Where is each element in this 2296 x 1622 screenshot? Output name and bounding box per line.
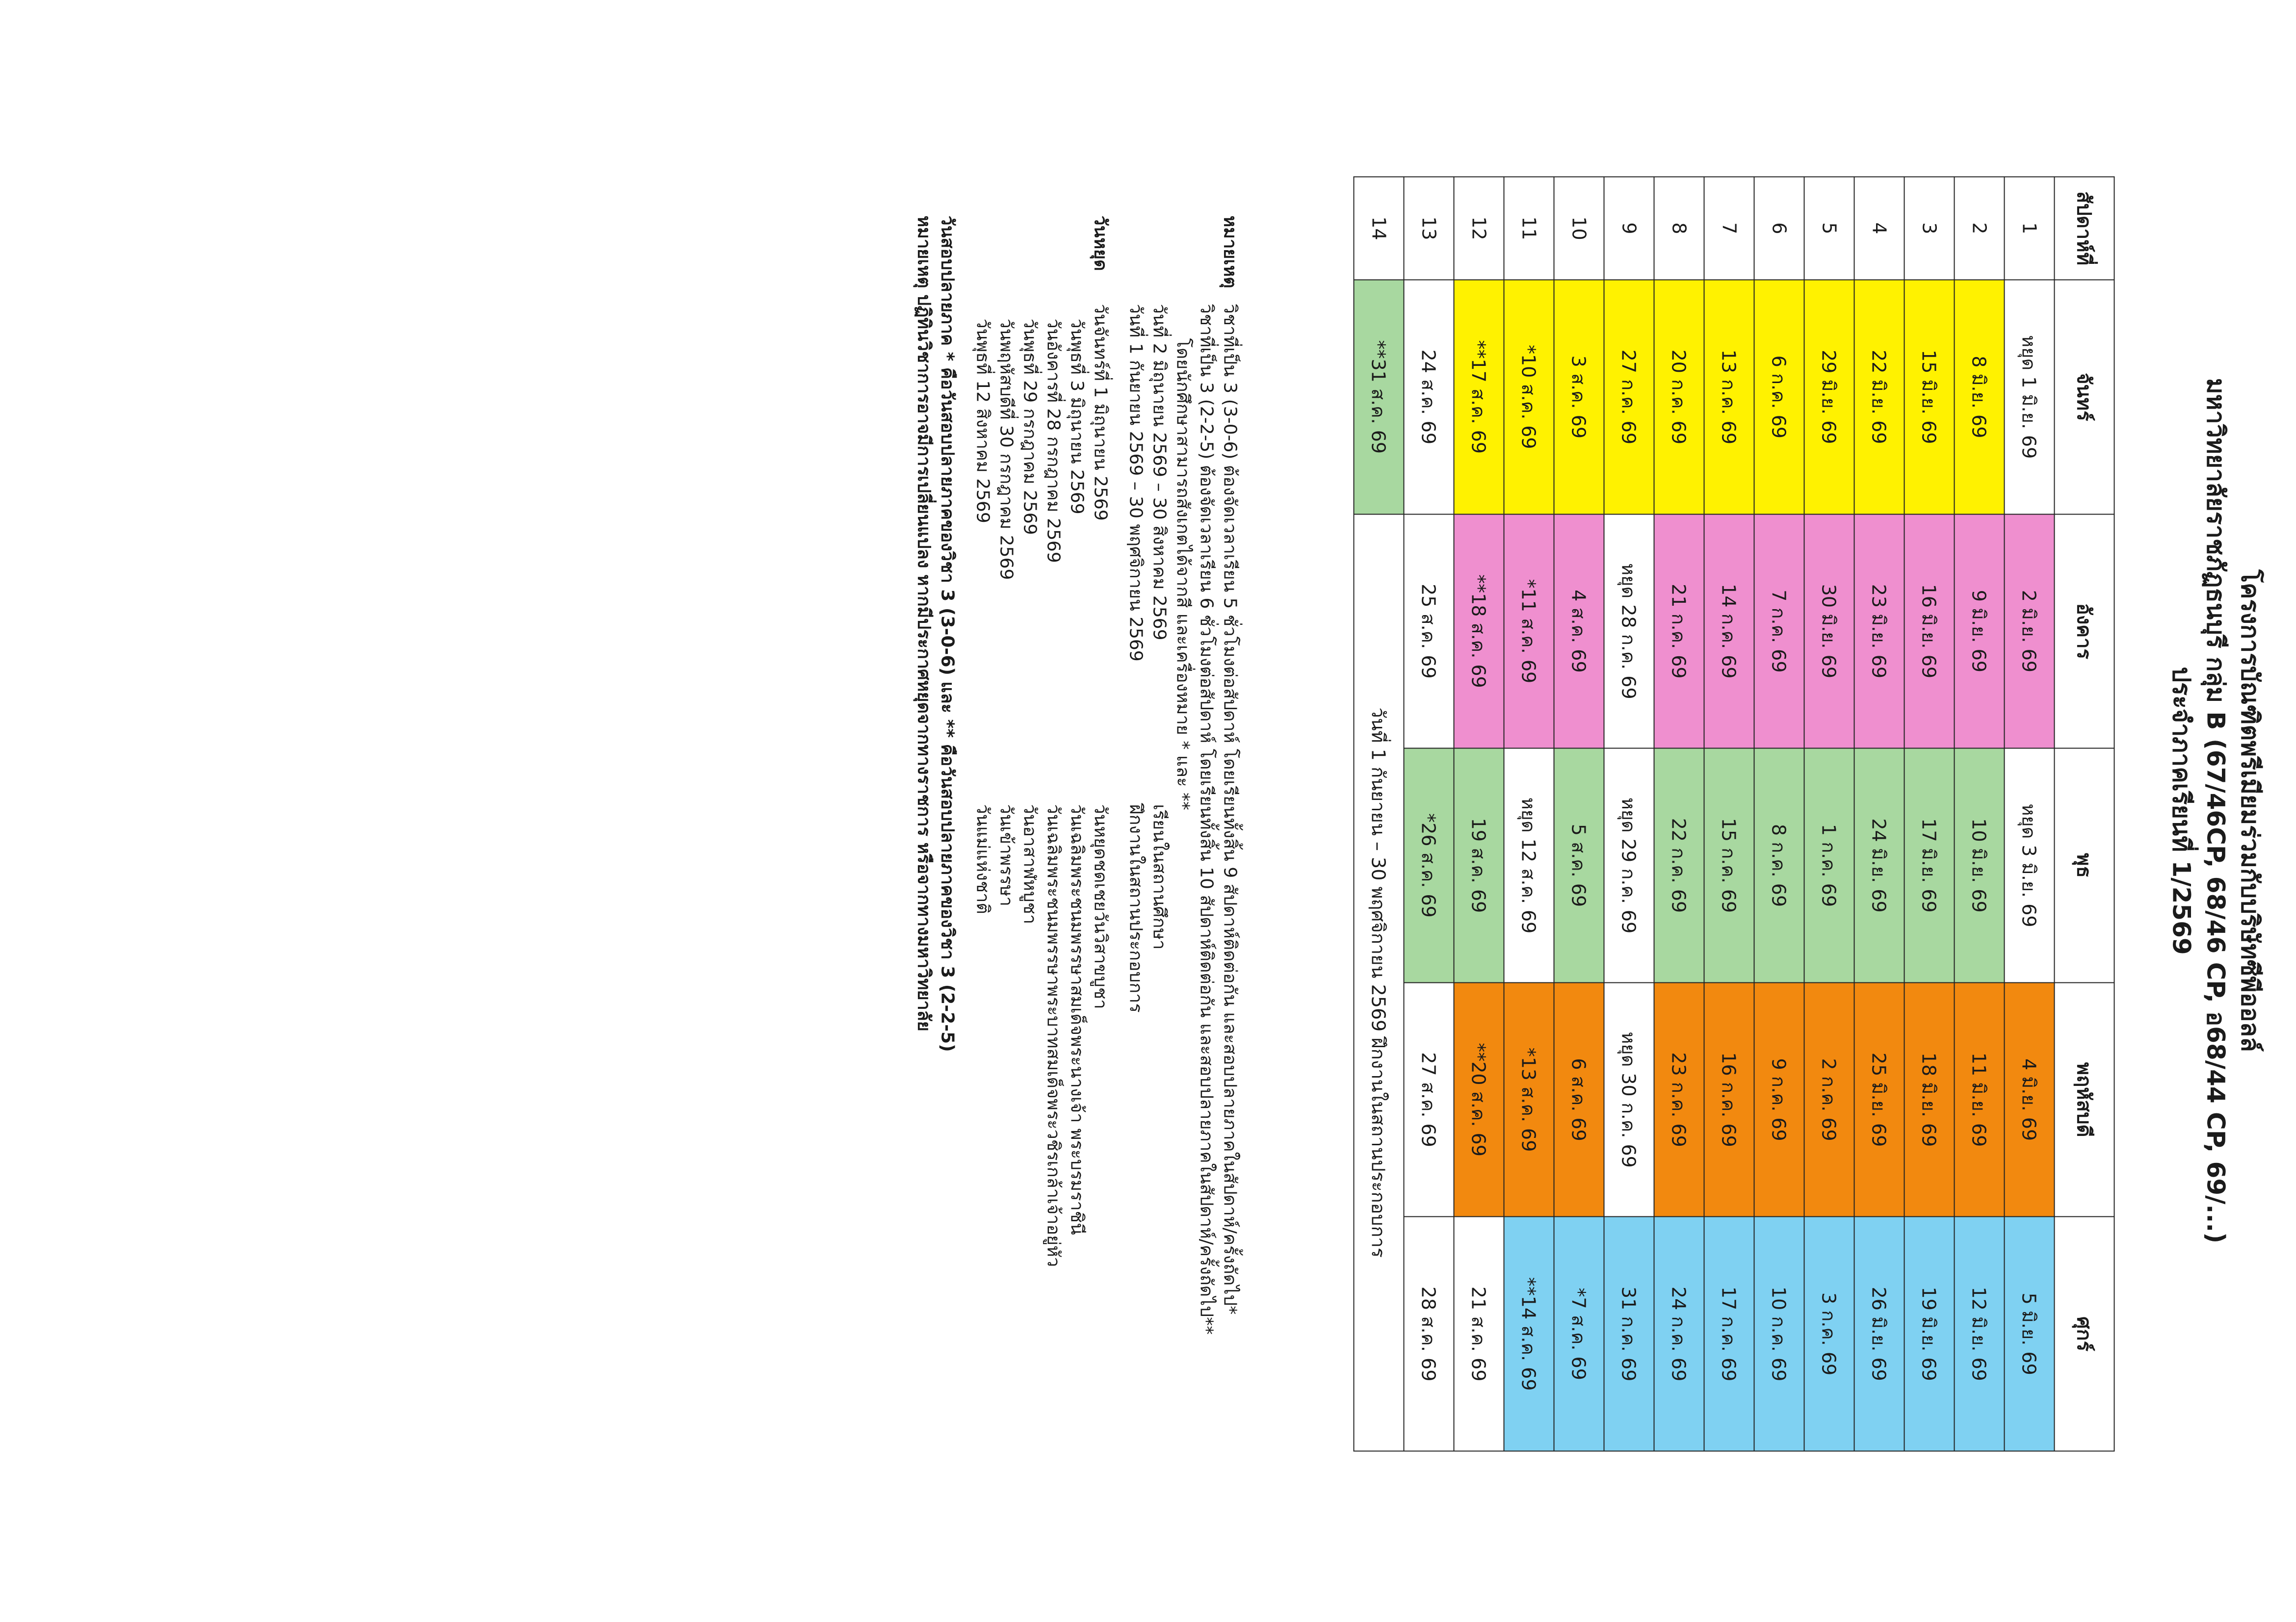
table-row: [1654, 177, 1704, 1451]
cell-thursday: 27 ส.ค. 69: [1404, 982, 1454, 1217]
cell-thursday: 16 ก.ค. 69: [1704, 982, 1754, 1217]
week-number: 6: [1754, 177, 1804, 280]
cell-monday: 3 ส.ค. 69: [1554, 280, 1604, 515]
holiday-date: วันอังคารที่ 28 กรกฎาคม 2569: [1043, 318, 1064, 563]
week-number: 5: [1804, 177, 1854, 280]
cell-thursday: 18 มิ.ย. 69: [1905, 982, 1955, 1217]
holiday-desc: วันหยุดชดเชยวันวิสาขบูชา: [1090, 804, 1111, 1009]
cell-thursday: 11 มิ.ย. 69: [1955, 982, 2005, 1217]
header-monday: จันทร์: [2055, 280, 2114, 515]
cell-friday: 19 มิ.ย. 69: [1905, 1217, 1955, 1451]
cell-thursday: 2 ก.ค. 69: [1804, 982, 1854, 1217]
week-number: 11: [1504, 177, 1554, 280]
cell-wednesday: หยุด 12 ส.ค. 69: [1504, 748, 1554, 983]
cell-tuesday: 14 ก.ค. 69: [1704, 514, 1754, 748]
cell-friday: **14 ส.ค. 69: [1504, 1217, 1554, 1451]
week-number: 12: [1454, 177, 1504, 280]
cell-wednesday: 24 มิ.ย. 69: [1854, 748, 1905, 983]
title-line-1: โครงการบัณฑิตพรีเมียมร่วมกับบริษัทซีพีออลล์: [2236, 569, 2265, 1052]
header-tuesday: อังคาร: [2055, 514, 2114, 748]
table-row: [1454, 177, 1504, 1451]
cell-monday: 20 ก.ค. 69: [1654, 280, 1704, 515]
cell-thursday: 25 มิ.ย. 69: [1854, 982, 1905, 1217]
cell-monday: *10 ส.ค. 69: [1504, 280, 1554, 515]
header-friday: ศุกร์: [2055, 1217, 2114, 1451]
cell-thursday: 4 มิ.ย. 69: [2005, 982, 2055, 1217]
remark-3: โดยนักศึกษาสามารถสังเกตได้จากสี และเครื่องหมาย * และ **: [1173, 338, 1193, 810]
holiday-date: วันพฤหัสบดีที่ 30 กรกฎาคม 2569: [996, 318, 1017, 580]
table-row: [1905, 177, 1955, 1451]
header-thursday: พฤหัสบดี: [2055, 982, 2114, 1217]
holiday-desc: วันเฉลิมพระชนมพรรษาพระบาทสมเด็จพระวชิรเกล้าเจ้าอยู่หัว: [1043, 804, 1064, 1267]
week-number: 7: [1704, 177, 1754, 280]
header-week: สัปดาห์ที่: [2055, 177, 2114, 280]
week-number: 10: [1554, 177, 1604, 280]
period-2-desc: ฝึกงานในสถานประกอบการ: [1125, 804, 1146, 1013]
cell-wednesday: หยุด 29 ก.ค. 69: [1604, 748, 1654, 983]
internship-merged-cell: วันที่ 1 กันยายน – 30 พฤศจิกายน 2569 ฝึกงานในสถานประกอบการ: [1354, 514, 1404, 1451]
cell-wednesday: 17 มิ.ย. 69: [1905, 748, 1955, 983]
cell-thursday: 23 ก.ค. 69: [1654, 982, 1704, 1217]
holiday-desc: วันเฉลิมพระชนมพรรษาสมเด็จพระนางเจ้า พระบรมราชินี: [1067, 804, 1087, 1235]
cell-monday: **31 ส.ค. 69: [1354, 280, 1404, 515]
cell-monday: 24 ส.ค. 69: [1404, 280, 1454, 515]
table-row: [1754, 177, 1804, 1451]
table-row: [1955, 177, 2005, 1451]
cell-wednesday: หยุด 3 มิ.ย. 69: [2005, 748, 2055, 983]
cell-friday: 3 ก.ค. 69: [1804, 1217, 1854, 1451]
week-number: 3: [1905, 177, 1955, 280]
holiday-desc: วันแม่แห่งชาติ: [972, 804, 993, 914]
table-row: [1354, 177, 1404, 1451]
cell-monday: 27 ก.ค. 69: [1604, 280, 1654, 515]
cell-thursday: **20 ส.ค. 69: [1454, 982, 1504, 1217]
cell-friday: *7 ส.ค. 69: [1554, 1217, 1604, 1451]
table-row: [2005, 177, 2055, 1451]
remark-label: หมายเหตุ: [1220, 215, 1240, 288]
cell-wednesday: 15 ก.ค. 69: [1704, 748, 1754, 983]
table-row: [1804, 177, 1854, 1451]
exam-note: วันสอบปลายภาค * คือวันสอบปลายภาคของวิชา 3 (3-0-6) และ ** คือวันสอบปลายภาคของวิชา 3 (2-2-5): [937, 215, 958, 1052]
week-number: 2: [1955, 177, 2005, 280]
cell-wednesday: 1 ก.ค. 69: [1804, 748, 1854, 983]
cell-tuesday: 7 ก.ค. 69: [1754, 514, 1804, 748]
cell-wednesday: 22 ก.ค. 69: [1654, 748, 1704, 983]
schedule-table: [1354, 177, 2115, 1452]
week-number: 8: [1654, 177, 1704, 280]
table-row: [1404, 177, 1454, 1451]
week-number: 1: [2005, 177, 2055, 280]
remark-1: วิชาที่เป็น 3 (3-0-6) ต้องจัดเวลาเรียน 5 ชั่วโมงต่อสัปดาห์ โดยเรียนทั้งสิ้น 9 สัปดาห์ติดต่อกัน และสอบปลายภาคในสัปดาห์/ครั้งถัดไป*: [1220, 304, 1240, 1315]
cell-monday: 22 มิ.ย. 69: [1854, 280, 1905, 515]
table-row: [1554, 177, 1604, 1451]
period-1-desc: เรียนในสถานศึกษา: [1149, 804, 1170, 950]
table-row: [1704, 177, 1754, 1451]
holiday-desc: วันเข้าพรรษา: [996, 804, 1017, 906]
cell-friday: 17 ก.ค. 69: [1704, 1217, 1754, 1451]
holiday-label: วันหยุด: [1090, 215, 1111, 271]
week-number: 13: [1404, 177, 1454, 280]
cell-wednesday: *26 ส.ค. 69: [1404, 748, 1454, 983]
cell-friday: 12 มิ.ย. 69: [1955, 1217, 2005, 1451]
period-2-date: วันที่ 1 กันยายน 2569 – 30 พฤศจิกายน 2569: [1125, 304, 1146, 662]
cell-monday: 8 มิ.ย. 69: [1955, 280, 2005, 515]
cell-tuesday: 25 ส.ค. 69: [1404, 514, 1454, 748]
table-row: [1504, 177, 1554, 1451]
cell-tuesday: 16 มิ.ย. 69: [1905, 514, 1955, 748]
title-line-2: มหาวิทยาลัยราชภัฏธนบุรี กลุ่ม B (67/46CP, 68/46 CP, อ68/44 CP, 69/...): [2201, 378, 2230, 1244]
cell-friday: 21 ส.ค. 69: [1454, 1217, 1504, 1451]
notes-section: [912, 216, 1242, 1540]
cell-monday: **17 ส.ค. 69: [1454, 280, 1504, 515]
cell-monday: หยุด 1 มิ.ย. 69: [2005, 280, 2055, 515]
cell-friday: 31 ก.ค. 69: [1604, 1217, 1654, 1451]
header-wednesday: พุธ: [2055, 748, 2114, 983]
cell-thursday: 9 ก.ค. 69: [1754, 982, 1804, 1217]
week-number: 4: [1854, 177, 1905, 280]
cell-monday: 6 ก.ค. 69: [1754, 280, 1804, 515]
table-header-row: [2055, 177, 2114, 1451]
cell-tuesday: **18 ส.ค. 69: [1454, 514, 1504, 748]
cell-tuesday: 4 ส.ค. 69: [1554, 514, 1604, 748]
cell-monday: 15 มิ.ย. 69: [1905, 280, 1955, 515]
remark-2: วิชาที่เป็น 3 (2-2-5) ต้องจัดเวลาเรียน 6 ชั่วโมงต่อสัปดาห์ โดยเรียนทั้งสิ้น 10 สัปดาห์ติดต่อกัน และสอบปลายภาคในสัปดาห์/ครั้งถัดไป**: [1196, 304, 1217, 1335]
table-row: [1604, 177, 1654, 1451]
week-number: 9: [1604, 177, 1654, 280]
cell-wednesday: 8 ก.ค. 69: [1754, 748, 1804, 983]
period-1-date: วันที่ 2 มิถุนายน 2569 – 30 สิงหาคม 2569: [1149, 304, 1170, 641]
cell-friday: 24 ก.ค. 69: [1654, 1217, 1704, 1451]
cell-wednesday: 10 มิ.ย. 69: [1955, 748, 2005, 983]
week-number: 14: [1354, 177, 1404, 280]
holiday-date: วันจันทร์ที่ 1 มิถุนายน 2569: [1090, 304, 1111, 521]
cell-wednesday: 5 ส.ค. 69: [1554, 748, 1604, 983]
cell-tuesday: หยุด 28 ก.ค. 69: [1604, 514, 1654, 748]
holiday-desc: วันอาสาฬหบูชา: [1019, 804, 1040, 925]
cell-thursday: 6 ส.ค. 69: [1554, 982, 1604, 1217]
cell-tuesday: 30 มิ.ย. 69: [1804, 514, 1854, 748]
cell-friday: 28 ส.ค. 69: [1404, 1217, 1454, 1451]
cell-friday: 5 มิ.ย. 69: [2005, 1217, 2055, 1451]
cell-tuesday: 2 มิ.ย. 69: [2005, 514, 2055, 748]
cell-friday: 26 มิ.ย. 69: [1854, 1217, 1905, 1451]
holiday-date: วันพุธที่ 12 สิงหาคม 2569: [972, 318, 993, 523]
holiday-date: วันพุธที่ 29 กรกฎาคม 2569: [1019, 318, 1040, 535]
holiday-date: วันพุธที่ 3 มิถุนายน 2569: [1067, 318, 1087, 515]
cell-thursday: *13 ส.ค. 69: [1504, 982, 1554, 1217]
cell-tuesday: 21 ก.ค. 69: [1654, 514, 1704, 748]
table-row: [1854, 177, 1905, 1451]
cell-tuesday: 23 มิ.ย. 69: [1854, 514, 1905, 748]
final-note: หมายเหตุ ปฏิทินวิชาการอาจมีการเปลี่ยนแปลง หากมีประกาศหยุดจากทางราชการ หรือจากทางมหาวิทยาลัย: [913, 215, 934, 1031]
cell-tuesday: *11 ส.ค. 69: [1504, 514, 1554, 748]
cell-wednesday: 19 ส.ค. 69: [1454, 748, 1504, 983]
title-line-3: ประจำภาคเรียนที่ 1/2569: [2167, 667, 2196, 955]
cell-monday: 13 ก.ค. 69: [1704, 280, 1754, 515]
cell-thursday: หยุด 30 ก.ค. 69: [1604, 982, 1654, 1217]
cell-friday: 10 ก.ค. 69: [1754, 1217, 1804, 1451]
cell-monday: 29 มิ.ย. 69: [1804, 280, 1854, 515]
cell-tuesday: 9 มิ.ย. 69: [1955, 514, 2005, 748]
